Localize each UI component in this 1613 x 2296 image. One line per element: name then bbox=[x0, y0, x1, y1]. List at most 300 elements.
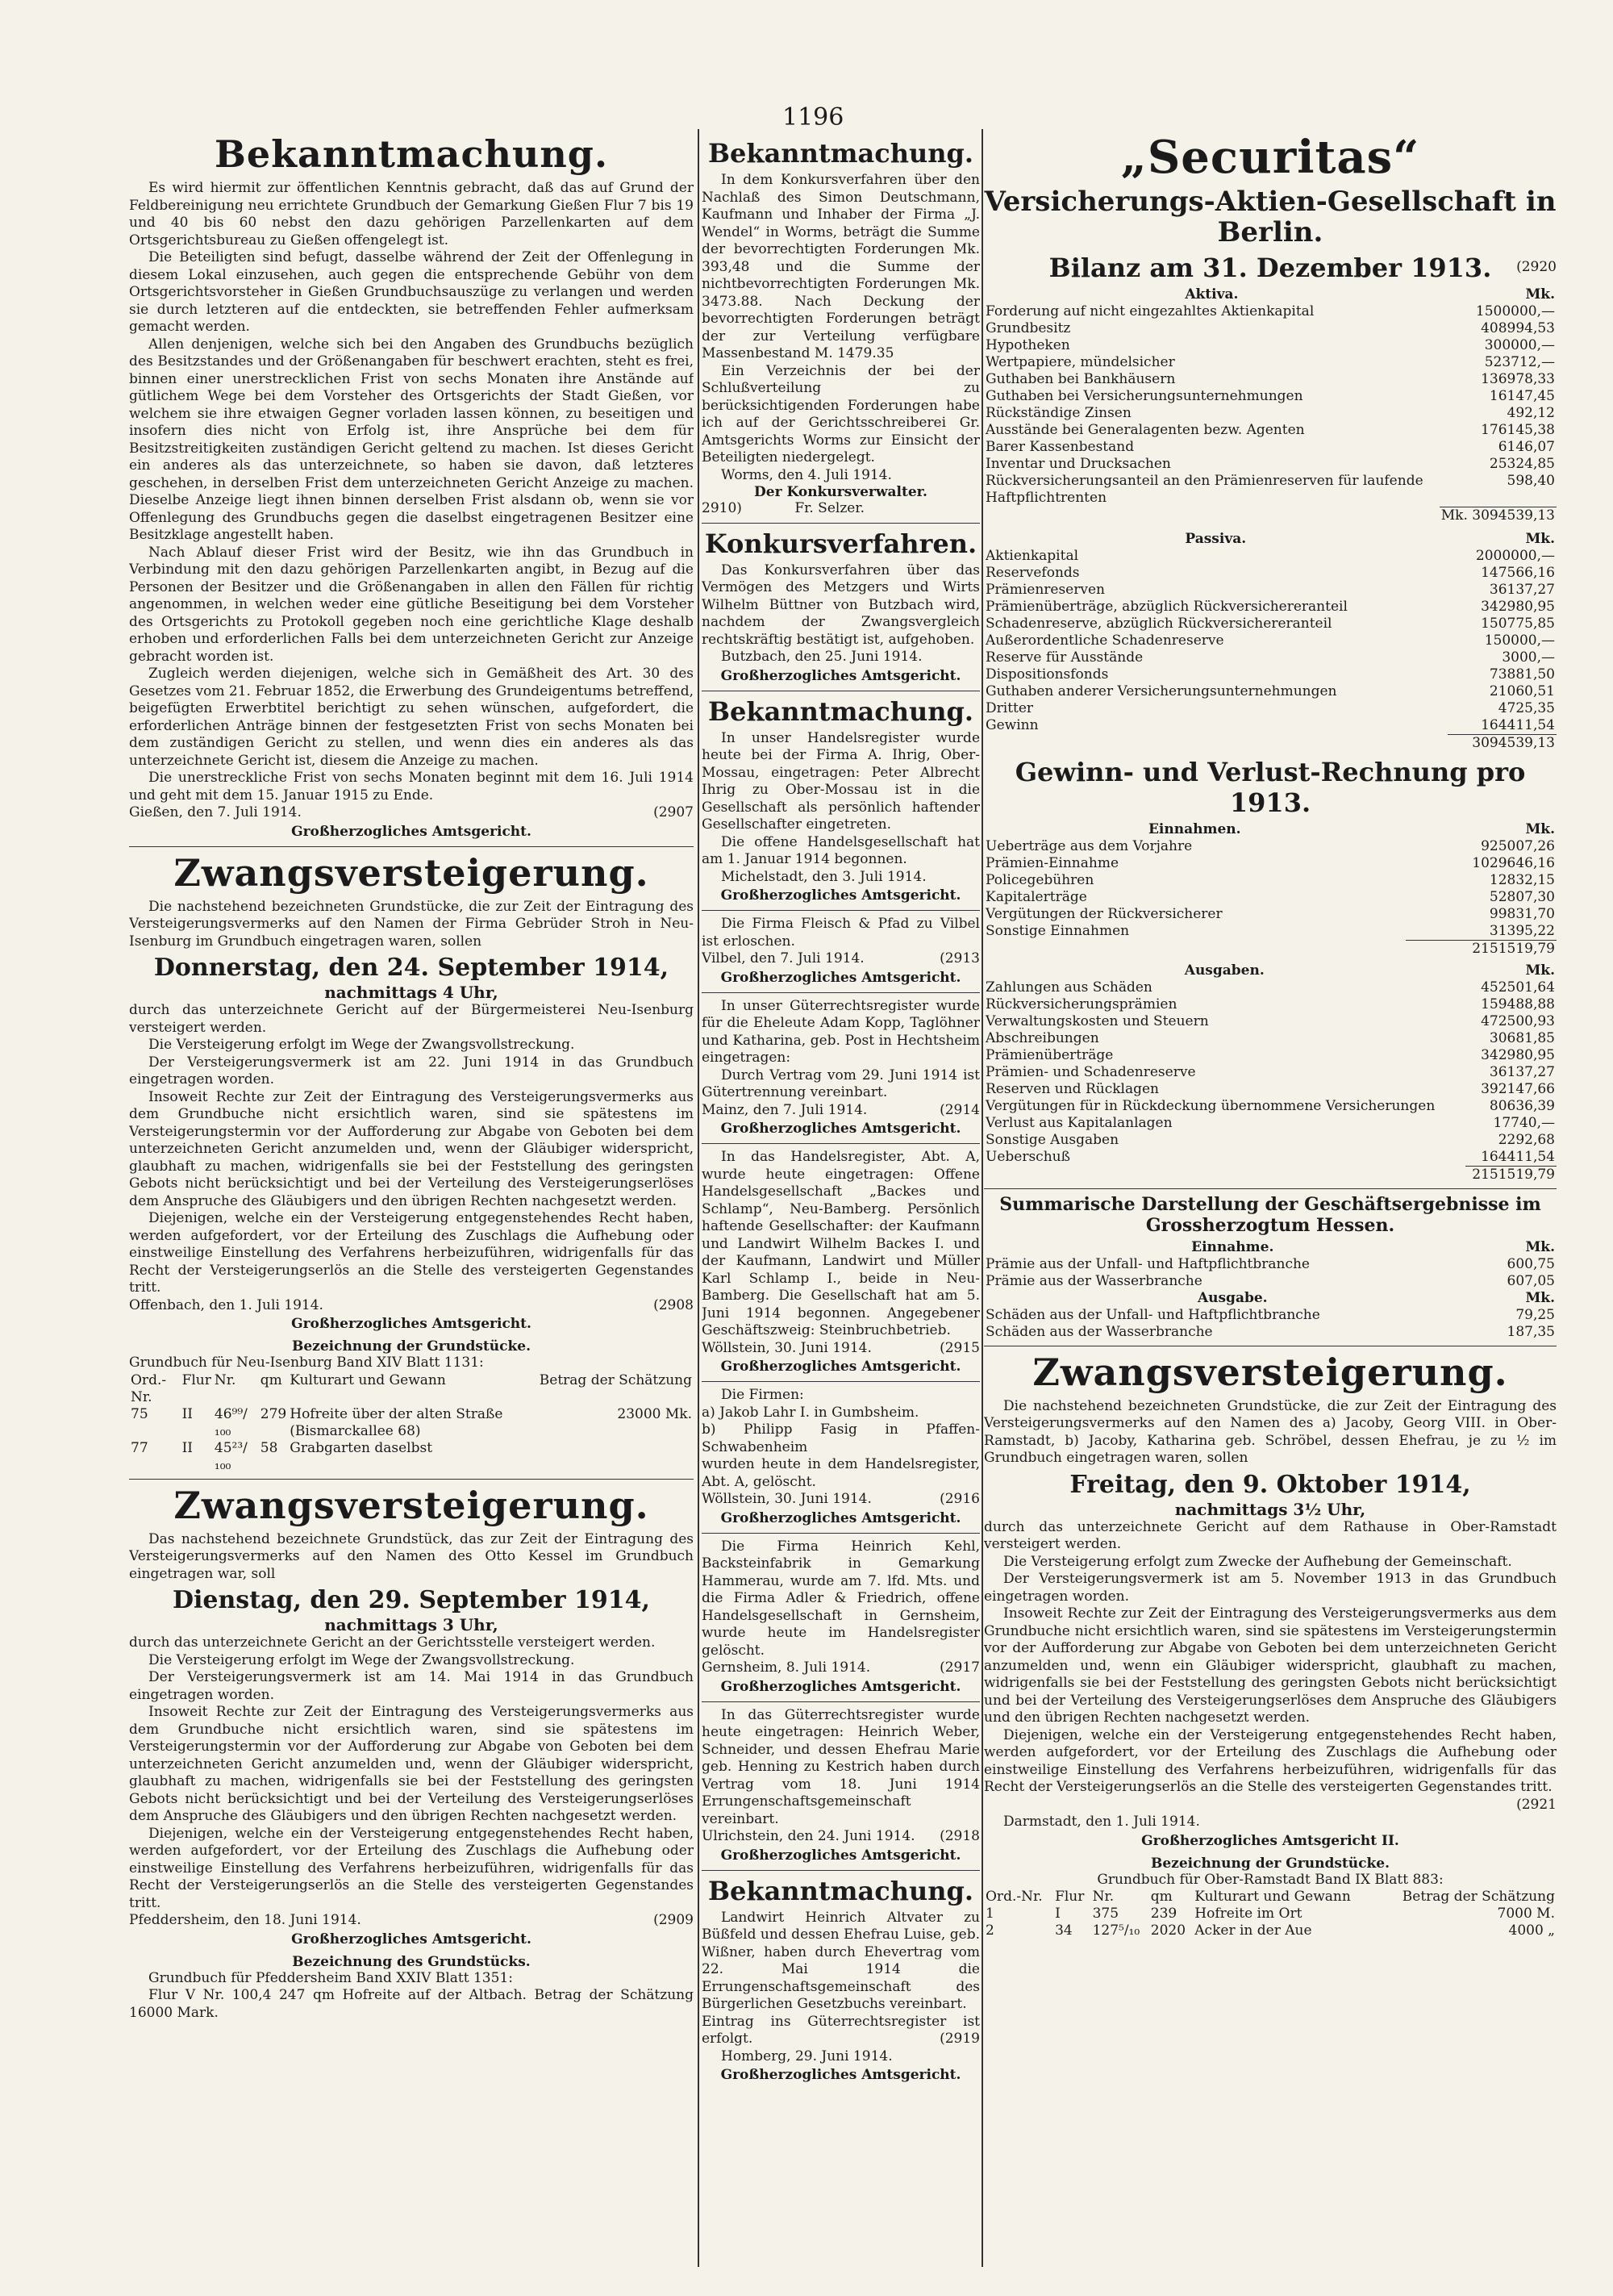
ledger-row bbox=[984, 979, 1557, 996]
place-date-line bbox=[702, 1102, 980, 1120]
currency-header: Mk. bbox=[1525, 820, 1555, 837]
section-total: 2151519,79 bbox=[1465, 1166, 1557, 1183]
paragraph: Die Firmen: bbox=[721, 1387, 804, 1403]
separator bbox=[702, 1533, 980, 1534]
ledger-label: Verwaltungskosten und Steuern bbox=[986, 1012, 1209, 1029]
table-row bbox=[984, 1906, 1557, 1922]
table-cell: 279 bbox=[260, 1405, 287, 1422]
signature: Großherzogliches Amtsgericht. bbox=[720, 667, 961, 684]
paragraph: In dem Konkursverfahren über den Nachlaß des Simon Deutschmann, Kaufmann und Inhaber der Firma „J. Wendel“ in Worms, beträgt die Summe der bevorrechtigten Forderungen Mk. 393,48 und die Summe der nichtbevorrechtigten Forderungen Mk. 3473.88. Nach Deckung der bevorrechtigten Forderungen beträgt der zur Verteilung verfügbare Massenbestand M. 1479.35 bbox=[702, 172, 980, 361]
passiva-table bbox=[984, 531, 1557, 752]
reference-number: (2908 bbox=[653, 1296, 694, 1313]
section-heading: Aktiva. bbox=[1185, 286, 1239, 303]
table-header: Flur bbox=[181, 1371, 211, 1388]
ledger-label: Dritter bbox=[986, 699, 1034, 716]
place-date-line bbox=[702, 950, 980, 968]
table-header: Betrag der Schätzung bbox=[539, 1371, 692, 1388]
paragraph: Die nachstehend bezeichneten Grundstücke, die zur Zeit der Eintragung des Versteigerungsvermerks auf den Namen der Firma Gebrüder Stroh in Neu-Isenburg im Grundbuch eingetragen waren, sollen bbox=[129, 898, 694, 950]
einnahmen-table bbox=[984, 821, 1557, 958]
currency-header: Mk. bbox=[1525, 962, 1555, 979]
separator bbox=[702, 1143, 980, 1144]
table-cell: 4000 „ bbox=[1508, 1922, 1555, 1939]
table-cell: 375 bbox=[1092, 1906, 1119, 1922]
place-date: Butzbach, den 25. Juni 1914. bbox=[721, 649, 923, 665]
ledger-label: Prämien- und Schadenreserve bbox=[986, 1063, 1196, 1080]
separator bbox=[702, 523, 980, 524]
table-cell: 7000 M. bbox=[1497, 1906, 1555, 1922]
section-heading: Ausgaben. bbox=[1184, 962, 1265, 979]
ledger-amount: 342980,95 bbox=[1481, 598, 1555, 615]
paragraph: Die Versteigerung erfolgt im Wege der Zwangsvollstreckung. bbox=[148, 1037, 575, 1053]
paragraph: Die unerstreckliche Frist von sechs Monaten beginnt mit dem 16. Juli 1914 und geht mit dem 15. Januar 1915 zu Ende. bbox=[129, 770, 694, 804]
separator bbox=[129, 1479, 694, 1480]
signature: Großherzogliches Amtsgericht. bbox=[720, 1678, 961, 1695]
place-date: Wöllstein, 30. Juni 1914. bbox=[702, 1491, 872, 1507]
place-date-line bbox=[129, 1912, 694, 1930]
ledger-row bbox=[984, 473, 1557, 507]
ledger-amount: 342980,95 bbox=[1481, 1046, 1555, 1063]
table-cell: 23000 Mk. bbox=[617, 1405, 692, 1422]
table-header: Betrag der Schätzung bbox=[1402, 1889, 1555, 1905]
reference-number: (2907 bbox=[653, 804, 694, 820]
ledger-row bbox=[984, 1081, 1557, 1098]
ledger-label: Prämienüberträge, abzüglich Rückversichereranteil bbox=[986, 598, 1348, 615]
ledger-amount: 2292,68 bbox=[1498, 1131, 1555, 1148]
paragraph: Diejenigen, welche ein der Versteigerung entgegenstehendes Recht haben, werden aufgefordert, vor der Erteilung des Zuschlags die Aufhebung oder einstweilige Einstellung des Verfahrens herbeizuführen, widrigenfalls für das Recht der Versteigerungserlös an die Stelle des versteigerten Gegenstandes tritt. bbox=[984, 1726, 1557, 1795]
ledger-label: Sonstige Ausgaben bbox=[986, 1131, 1119, 1148]
place-date: Ulrichstein, den 24. Juni 1914. bbox=[702, 1828, 915, 1844]
ledger-amount: 600,75 bbox=[1507, 1255, 1555, 1272]
paragraph: Die Firma Fleisch & Pfad zu Vilbel ist erloschen. bbox=[702, 916, 980, 950]
ledger-amount: 452501,64 bbox=[1481, 979, 1555, 996]
reference-number: (2913 bbox=[940, 950, 980, 966]
paragraph: Die Versteigerung erfolgt im Wege der Zwangsvollstreckung. bbox=[148, 1651, 575, 1668]
table-cell: II bbox=[181, 1439, 194, 1456]
reference-number: (2919 bbox=[940, 2031, 980, 2047]
table-cell: 58 bbox=[260, 1439, 278, 1456]
paragraph: Landwirt Heinrich Altvater zu Büßfeld und dessen Ehefrau Luise, geb. Wißner, haben durch Ehevertrag vom 22. Mai 1914 die Errungenschaftsgemeinschaft des Bürgerlichen Gesetzbuchs vereinbart. bbox=[702, 1909, 980, 2012]
ledger-row bbox=[984, 649, 1557, 666]
auction-date: Donnerstag, den 24. September 1914, bbox=[153, 954, 669, 982]
currency-header: Mk. bbox=[1525, 286, 1555, 303]
ledger-amount: 25324,85 bbox=[1489, 456, 1555, 472]
ledger-label: Ueberschuß bbox=[986, 1148, 1070, 1165]
column-rule bbox=[982, 129, 983, 2267]
ledger-label: Schadenreserve, abzüglich Rückversichereranteil bbox=[986, 615, 1332, 632]
paragraph: a) Jakob Lahr I. in Gumbsheim. bbox=[702, 1404, 919, 1421]
ledger-amount: 52807,30 bbox=[1489, 888, 1555, 905]
notice-heading: Bekanntmachung. bbox=[707, 1875, 973, 1906]
register-line: Grundbuch für Pfeddersheim Band XXIV Blatt 1351: bbox=[148, 1969, 513, 1986]
section-heading: Passiva. bbox=[1185, 530, 1247, 547]
paragraph: Nach Ablauf dieser Frist wird der Besitz, wie ihn das Grundbuch in Verbindung mit den dazu gehörigen Parzellenkarten angibt, in Bezug auf die Personen der Besitzer und die Größenangaben in allen den Fällen für richtig angenommen, in welchen weder eine gütliche Beseitigung bei dem Vorsteher des Ortsgerichts zu Protokoll gegeben noch eine gerichtliche Klage deshalb erhoben und erforderlichen Falls bei dem unterzeichneten Gericht zur Anzeige gebracht worden ist. bbox=[129, 544, 694, 665]
ledger-amount: 159488,88 bbox=[1481, 996, 1555, 1012]
ledger-amount: 925007,26 bbox=[1481, 837, 1555, 854]
paragraph: In unser Güterrechtsregister wurde für die Eheleute Adam Kopp, Taglöhner und Katharina, geb. Post in Hechtsheim eingetragen: bbox=[702, 997, 980, 1066]
ledger-label: Reservefonds bbox=[986, 564, 1080, 581]
reference-number: (2921 bbox=[1516, 1796, 1557, 1813]
table-cell: Hofreite über der alten Straße (Bismarckallee 68) bbox=[290, 1405, 503, 1439]
paragraph: b) Philipp Fasig in Pfaffen-Schwabenheim bbox=[702, 1421, 980, 1455]
column-right bbox=[984, 133, 1557, 1939]
ledger-amount: 176145,38 bbox=[1481, 422, 1555, 438]
table-cell: 77 bbox=[131, 1439, 148, 1456]
place-date: Vilbel, den 7. Juli 1914. bbox=[702, 950, 865, 966]
ledger-amount: 164411,54 bbox=[1481, 716, 1555, 733]
place-date-line bbox=[702, 1340, 980, 1358]
ledger-row bbox=[984, 582, 1557, 599]
ledger-label: Prämienreserven bbox=[986, 581, 1105, 598]
auction-date: Dienstag, den 29. September 1914, bbox=[173, 1586, 650, 1614]
place-date: Pfeddersheim, den 18. Juni 1914. bbox=[129, 1912, 361, 1928]
paragraph: durch das unterzeichnete Gericht auf dem Rathause in Ober-Ramstadt versteigert werden. bbox=[984, 1518, 1557, 1552]
ledger-amount: 99831,70 bbox=[1489, 905, 1555, 922]
ledger-row bbox=[984, 303, 1557, 320]
paragraph: Der Versteigerungsvermerk ist am 14. Mai 1914 in das Grundbuch eingetragen worden. bbox=[129, 1669, 694, 1703]
summary-title: Summarische Darstellung der Geschäftsergebnisse im Grossherzogtum Hessen. bbox=[999, 1193, 1541, 1236]
paragraph-line bbox=[702, 2014, 980, 2048]
place-date: Darmstadt, den 1. Juli 1914. bbox=[1003, 1814, 1200, 1830]
section-heading: Ausgabe. bbox=[1197, 1289, 1268, 1306]
place-date: Homberg, 29. Juni 1914. bbox=[721, 2048, 893, 2064]
ledger-row bbox=[984, 1013, 1557, 1030]
separator bbox=[702, 992, 980, 993]
separator bbox=[702, 1870, 980, 1871]
ledger-row bbox=[984, 388, 1557, 405]
ledger-amount: 147566,16 bbox=[1481, 564, 1555, 581]
column-rule bbox=[698, 129, 699, 2267]
ledger-amount: 300000,— bbox=[1484, 337, 1555, 353]
ledger-amount: 4725,35 bbox=[1498, 699, 1555, 716]
table-header: Ord.-Nr. bbox=[986, 1889, 1043, 1905]
paragraph: Insoweit Rechte zur Zeit der Eintragung des Versteigerungsvermerks aus dem Grundbuche nicht ersichtlich waren, sind sie spätestens im Versteigerungstermin vor der Aufforderung zur Abgabe von Geboten bei dem unterzeichneten Gericht anzumelden und, wenn der Gläubiger widerspricht, glaubhaft zu machen, widrigenfalls sie bei der Feststellung des geringsten Gebots nicht berücksichtigt und bei der Verteilung des Versteigerungserlöses dem Anspruche des Gläubigers und den übrigen Rechten nachgesetzt werden. bbox=[129, 1088, 694, 1209]
ledger-label: Prämie aus der Wasserbranche bbox=[986, 1272, 1202, 1289]
currency-header: Mk. bbox=[1525, 1289, 1555, 1306]
signatory-name: Fr. Selzer. bbox=[794, 500, 865, 516]
paragraph: In unser Handelsregister wurde heute bei der Firma A. Ihrig, Ober-Mossau, eingetragen: Peter Albrecht Ihrig zu Ober-Mossau ist in die Gesellschaft als persönlich haftender Gesellschafter eingetreten. bbox=[702, 729, 980, 833]
paragraph: Der Versteigerungsvermerk ist am 22. Juni 1914 in das Grundbuch eingetragen worden. bbox=[129, 1054, 694, 1087]
page-number: 1196 bbox=[782, 103, 844, 131]
subheading: Bezeichnung der Grundstücke. bbox=[291, 1338, 531, 1355]
paragraph: Insoweit Rechte zur Zeit der Eintragung des Versteigerungsvermerks aus dem Grundbuche nicht ersichtlich waren, sind sie spätestens im Versteigerungstermin vor der Aufforderung zur Abgabe von Geboten bei dem unterzeichneten Gericht anzumelden und, wenn ein Gläubiger widerspricht, glaubhaft zu machen, widrigenfalls sie bei der Feststellung des geringsten Gebots nicht berücksichtigt und bei der Verteilung des Versteigerungserlöses dem Anspruche des Gläubigers und den übrigen Rechten nachgesetzt werden. bbox=[984, 1605, 1557, 1726]
paragraph: Diejenigen, welche ein der Versteigerung entgegenstehendes Recht haben, werden aufgefordert, vor der Erteilung des Zuschlags die Aufhebung oder einstweilige Einstellung des Verfahrens herbeizuführen, widrigenfalls für das Recht der Versteigerungserlös an die Stelle des versteigerten Gegenstandes tritt. bbox=[129, 1210, 694, 1296]
reference-number: (2917 bbox=[940, 1659, 980, 1676]
signature: Großherzogliches Amtsgericht. bbox=[720, 1847, 961, 1864]
notice-heading: Zwangsversteigerung. bbox=[1032, 1350, 1508, 1394]
table-row bbox=[129, 1440, 694, 1474]
notice-heading: Zwangsversteigerung. bbox=[173, 1483, 649, 1527]
ledger-row bbox=[984, 700, 1557, 717]
place-date: Mainz, den 7. Juli 1914. bbox=[702, 1101, 868, 1118]
ledger-label: Rückversicherungsanteil an den Prämienreserven für laufende Haftpflichtrenten bbox=[986, 473, 1423, 506]
ledger-label: Guthaben bei Versicherungsunternehmungen bbox=[986, 388, 1303, 404]
paragraph: Die Versteigerung erfolgt zum Zwecke der Aufhebung der Gemeinschaft. bbox=[1003, 1553, 1512, 1570]
ledger-label: Prämie aus der Unfall- und Haftpflichtbranche bbox=[986, 1255, 1310, 1272]
ledger-amount: 492,12 bbox=[1507, 405, 1555, 421]
separator bbox=[702, 1701, 980, 1702]
ledger-amount: 79,25 bbox=[1515, 1306, 1555, 1323]
paragraph: Der Versteigerungsvermerk ist am 5. November 1913 in das Grundbuch eingetragen worden. bbox=[984, 1571, 1557, 1605]
ledger-label: Reserve für Ausstände bbox=[986, 649, 1144, 666]
ledger-row bbox=[984, 337, 1557, 354]
ledger-row bbox=[984, 1256, 1557, 1273]
property-table bbox=[984, 1889, 1557, 1939]
signature: Großherzogliches Amtsgericht. bbox=[720, 887, 961, 904]
ledger-amount: 6146,07 bbox=[1498, 439, 1555, 455]
reference-number: (2914 bbox=[940, 1101, 980, 1118]
ledger-amount: 36137,27 bbox=[1489, 1063, 1555, 1080]
register-line: Grundbuch für Ober-Ramstadt Band IX Blatt 883: bbox=[1097, 1871, 1444, 1888]
reference-number: (2909 bbox=[653, 1912, 694, 1928]
ledger-row bbox=[984, 565, 1557, 582]
table-cell: 45²³/₁₀₀ bbox=[214, 1439, 248, 1473]
ledger-amount: 523712,— bbox=[1484, 354, 1555, 370]
place-date-line bbox=[702, 1491, 980, 1509]
place-date: Worms, den 4. Juli 1914. bbox=[721, 466, 892, 483]
ledger-row bbox=[984, 1149, 1557, 1167]
ledger-amount: 598,40 bbox=[1507, 473, 1555, 489]
ledger-label: Dispositionsfonds bbox=[986, 666, 1109, 683]
currency-header: Mk. bbox=[1525, 1238, 1555, 1255]
ledger-row bbox=[984, 599, 1557, 616]
ledger-label: Ueberträge aus dem Vorjahre bbox=[986, 837, 1193, 854]
paragraph: wurden heute in dem Handelsregister, Abt. A, gelöscht. bbox=[702, 1456, 980, 1490]
ledger-amount: 1029646,16 bbox=[1472, 854, 1555, 871]
ledger-amount: 164411,54 bbox=[1481, 1148, 1555, 1165]
company-subtitle: Versicherungs-Aktien-Gesellschaft in Berlin. bbox=[984, 186, 1557, 248]
paragraph: Die Firma Heinrich Kehl, Backsteinfabrik in Gemarkung Hammerau, wurde am 7. lfd. Mts. und die Firma Adler & Friedrich, offene Handelsgesellschaft in Gernsheim, wurde heute im Handelsregister gelöscht. bbox=[702, 1538, 980, 1659]
table-cell: 34 bbox=[1055, 1922, 1073, 1939]
ledger-row bbox=[984, 996, 1557, 1013]
paragraph: Diejenigen, welche ein der Versteigerung entgegenstehendes Recht haben, werden aufgefordert, vor der Erteilung des Zuschlags die Aufhebung oder einstweilige Einstellung des Verfahrens herbeizuführen, widrigenfalls für das Recht der Versteigerungserlös an die Stelle des versteigerten Gegenstandes tritt. bbox=[129, 1825, 694, 1911]
reference-number: (2915 bbox=[940, 1339, 980, 1356]
ledger-row bbox=[984, 1064, 1557, 1081]
ledger-row bbox=[984, 422, 1557, 439]
ledger-amount: 408994,53 bbox=[1481, 320, 1555, 336]
reference-number: (2918 bbox=[940, 1828, 980, 1844]
paragraph: durch das unterzeichnete Gericht an der Gerichtsstelle versteigert werden. bbox=[129, 1634, 656, 1651]
ledger-label: Policegebühren bbox=[986, 871, 1094, 888]
table-cell: 239 bbox=[1150, 1906, 1177, 1922]
table-cell: Grabgarten daselbst bbox=[290, 1439, 433, 1456]
balance-title: Bilanz am 31. Dezember 1913. bbox=[1048, 253, 1492, 283]
ledger-amount: 2000000,— bbox=[1475, 547, 1555, 564]
table-header: Nr. bbox=[214, 1371, 236, 1388]
company-name: „Securitas“ bbox=[1120, 133, 1420, 184]
ledger-label: Ausstände bei Generalagenten bezw. Agenten bbox=[986, 422, 1305, 438]
property-description: Flur V Nr. 100,4 247 qm Hofreite auf der Altbach. Betrag der Schätzung 16000 Mark. bbox=[129, 1987, 694, 2021]
ledger-label: Sonstige Einnahmen bbox=[986, 922, 1130, 939]
separator bbox=[984, 1188, 1557, 1189]
table-header: Kulturart und Gewann bbox=[290, 1371, 446, 1388]
signature: Großherzogliches Amtsgericht. bbox=[720, 969, 961, 986]
section-total: 2151519,79 bbox=[1406, 940, 1557, 958]
ledger-label: Prämien-Einnahme bbox=[986, 854, 1119, 871]
ledger-amount: 80636,39 bbox=[1489, 1097, 1555, 1114]
ledger-amount: 187,35 bbox=[1507, 1323, 1555, 1340]
ledger-amount: 73881,50 bbox=[1489, 666, 1555, 683]
signature: Großherzogliches Amtsgericht. bbox=[291, 823, 531, 840]
ledger-label: Rückversicherungsprämien bbox=[986, 996, 1177, 1012]
ledger-label: Reserven und Rücklagen bbox=[986, 1080, 1160, 1097]
ledger-amount: 17740,— bbox=[1493, 1114, 1555, 1131]
table-cell: II bbox=[181, 1405, 194, 1422]
ledger-amount: 150775,85 bbox=[1481, 615, 1555, 632]
table-cell: 127⁵/₁₀ bbox=[1092, 1922, 1140, 1939]
ledger-row bbox=[984, 906, 1557, 923]
ledger-label: Verlust aus Kapitalanlagen bbox=[986, 1114, 1173, 1131]
ledger-label: Prämienüberträge bbox=[986, 1046, 1114, 1063]
paragraph: Die Beteiligten sind befugt, dasselbe während der Zeit der Offenlegung in diesem Lokal einzusehen, auch gegen die entsprechende Gebühr von dem Ortsgerichtsvorsteher in Gießen Grundbuchsauszüge zu verlangen und werden sie durch letzteren auf die entdeckten, sie betreffenden Fehler aufmerksam gemacht werden. bbox=[129, 249, 694, 335]
ledger-label: Grundbesitz bbox=[986, 320, 1071, 336]
place-date: Offenbach, den 1. Juli 1914. bbox=[129, 1296, 323, 1313]
ledger-label: Zahlungen aus Schäden bbox=[986, 979, 1152, 996]
auction-time: nachmittags 3½ Uhr, bbox=[1174, 1499, 1366, 1519]
table-cell: I bbox=[1055, 1906, 1061, 1922]
paragraph: In das Güterrechtsregister wurde heute eingetragen: Heinrich Weber, Schneider, und dessen Ehefrau Marie geb. Henning zu Kestrich haben durch Vertrag vom 18. Juni 1914 Errungenschaftsgemeinschaft vereinbart. bbox=[702, 1706, 980, 1827]
currency-header: Mk. bbox=[1525, 530, 1555, 547]
table-cell: 2 bbox=[986, 1922, 994, 1939]
place-date: Wöllstein, 30. Juni 1914. bbox=[702, 1339, 872, 1356]
ledger-row bbox=[984, 666, 1557, 683]
auction-date: Freitag, den 9. Oktober 1914, bbox=[1069, 1470, 1471, 1499]
ledger-label: Barer Kassenbestand bbox=[986, 439, 1135, 455]
ledger-label: Schäden aus der Unfall- und Haftpflichtbranche bbox=[986, 1306, 1320, 1323]
ledger-row bbox=[984, 456, 1557, 473]
paragraph: Allen denjenigen, welche sich bei den Angaben des Grundbuchs bezüglich des Besitzstandes und der Größenangaben für beschwert erachten, steht es frei, binnen einer unerstrecklichen Frist von sechs Monaten ihre Anstände auf gütlichem Wege bei dem Vorsteher des Ortsgerichts der Stadt Gießen, vor welchem sie ihre etwaigen Gegner vorladen lassen können, zu beseitigen und insofern dies nicht von Erfolg ist, ihre Ansprüche bei dem für Besitzstreitigkeiten zuständigen Gericht geltend zu machen. Ist dieses Gericht ein anderes als das unterzeichnete, so haben sie davon, daß letzteres geschehen, in derselben Frist dem unterzeichneten Gericht Anzeige zu machen. Dieselbe Anzeige liegt ihnen binnen derselben Frist alsdann ob, wenn sie vor Offenlegung des Grundbuchs gegen die daselbst eingetragenen Besitzer eine Besitzklage angestellt haben. bbox=[129, 336, 694, 543]
table-header: Flur bbox=[1055, 1889, 1085, 1905]
ledger-label: Wertpapiere, mündelsicher bbox=[986, 354, 1175, 370]
ledger-amount: 16147,45 bbox=[1489, 388, 1555, 404]
ref-line bbox=[702, 500, 980, 518]
ledger-row bbox=[984, 1098, 1557, 1115]
place-date: Gießen, den 7. Juli 1914. bbox=[129, 804, 302, 820]
table-header: Ord.-Nr. bbox=[131, 1371, 167, 1405]
subheading: Bezeichnung des Grundstücks. bbox=[292, 1953, 531, 1970]
property-table bbox=[129, 1372, 694, 1474]
ledger-label: Guthaben bei Bankhäusern bbox=[986, 371, 1176, 387]
ledger-row bbox=[984, 855, 1557, 872]
signature: Der Konkursverwalter. bbox=[754, 484, 927, 500]
ledger-row bbox=[984, 1115, 1557, 1132]
ledger-row bbox=[984, 717, 1557, 735]
separator bbox=[702, 910, 980, 911]
reference-number: (2920 bbox=[1516, 259, 1557, 275]
ledger-row bbox=[984, 1030, 1557, 1047]
table-header: Nr. bbox=[1092, 1889, 1115, 1905]
ledger-amount: 472500,93 bbox=[1481, 1012, 1555, 1029]
place-date: Michelstadt, den 3. Juli 1914. bbox=[721, 868, 927, 885]
ledger-label: Forderung auf nicht eingezahltes Aktienkapital bbox=[986, 303, 1315, 319]
ledger-amount: 21060,51 bbox=[1489, 683, 1555, 699]
table-cell: 75 bbox=[131, 1405, 148, 1422]
ledger-row bbox=[984, 683, 1557, 700]
auction-time: nachmittags 3 Uhr, bbox=[324, 1615, 498, 1634]
paragraph: Insoweit Rechte zur Zeit der Eintragung des Versteigerungsvermerks aus dem Grundbuche nicht ersichtlich waren, sind sie spätestens im Versteigerungstermin vor der Aufforderung zur Abgabe von Geboten bei dem unterzeichneten Gericht anzumelden und, wenn der Gläubiger widerspricht, glaubhaft zu machen, widrigenfalls sie bei der Feststellung des geringsten Gebots nicht berücksichtigt und bei der Verteilung des Versteigerungserlöses dem Anspruche des Gläubigers und den übrigen Rechten nachgesetzt werden. bbox=[129, 1704, 694, 1824]
ledger-amount: 3000,— bbox=[1502, 649, 1555, 666]
balance-title-line bbox=[984, 253, 1557, 283]
ledger-label: Rückständige Zinsen bbox=[986, 405, 1132, 421]
register-line: Grundbuch für Neu-Isenburg Band XIV Blatt 1131: bbox=[129, 1355, 484, 1371]
signature: Großherzogliches Amtsgericht. bbox=[720, 1359, 961, 1375]
ledger-row bbox=[984, 838, 1557, 855]
ledger-label: Vergütungen der Rückversicherer bbox=[986, 905, 1223, 922]
ledger-label: Schäden aus der Wasserbranche bbox=[986, 1323, 1213, 1340]
place-date-line bbox=[129, 1297, 694, 1315]
table-header: qm bbox=[260, 1371, 282, 1388]
aktiva-table bbox=[984, 286, 1557, 524]
ausgaben-table bbox=[984, 962, 1557, 1183]
balance-total: 3094539,13 bbox=[1448, 734, 1557, 752]
paragraph: In das Handelsregister, Abt. A, wurde heute eingetragen: Offene Handelsgesellschaft „Backes und Schlamp“, Neu-Bamberg. Persönlich haftende Gesellschafter: der Kaufmann und Landwirt Wilhelm Backes I. und der Kaufmann, Landwirt und Müller Karl Schlamp I., beide in Neu-Bamberg. Die Gesellschaft hat am 5. Juni 1914 begonnen. Angegebener Geschäftszweig: Steinbruchbetrieb. bbox=[702, 1149, 980, 1338]
ledger-amount: 392147,66 bbox=[1481, 1080, 1555, 1097]
ledger-amount: 150000,— bbox=[1484, 632, 1555, 649]
table-header: Kulturart und Gewann bbox=[1194, 1889, 1351, 1905]
ledger-label: Inventar und Drucksachen bbox=[986, 456, 1171, 472]
ledger-row bbox=[984, 1132, 1557, 1149]
ledger-row bbox=[984, 616, 1557, 632]
signature: Großherzogliches Amtsgericht. bbox=[720, 1121, 961, 1137]
reference-number: 2910) bbox=[702, 500, 742, 516]
paragraph: Zugleich werden diejenigen, welche sich in Gemäßheit des Art. 30 des Gesetzes vom 21. Februar 1852, die Erwerbung des Grundeigentums betreffend, beigefügten Erwerbtitel berichtigt zu sehen wünschen, aufgefordert, die erforderlichen Anträge binnen der festgesetzten Frist von sechs Monaten bei dem zuständigen Gericht zu stellen, und wenn dies ein anderes als das unterzeichnete Gericht ist, diesem die Anzeige zu machen. bbox=[129, 666, 694, 769]
ledger-label: Kapitalerträge bbox=[986, 888, 1087, 905]
paragraph: Ein Verzeichnis der bei der Schlußverteilung zu berücksichtigenden Forderungen habe ich auf der Gerichtsschreiberei Gr. Amtsgerichts Worms zur Einsicht der Beteiligten niedergelegt. bbox=[702, 362, 980, 465]
signature: Großherzogliches Amtsgericht. bbox=[720, 1509, 961, 1526]
ledger-label: Vergütungen für in Rückdeckung übernommene Versicherungen bbox=[986, 1097, 1436, 1114]
notice-heading: Konkursverfahren. bbox=[704, 528, 977, 559]
ledger-label: Abschreibungen bbox=[986, 1029, 1099, 1046]
separator bbox=[129, 846, 694, 847]
place-date-line bbox=[702, 1828, 980, 1846]
table-cell: 2020 bbox=[1150, 1922, 1186, 1939]
ledger-row bbox=[984, 872, 1557, 889]
table-row bbox=[129, 1406, 694, 1440]
ledger-amount: 607,05 bbox=[1507, 1272, 1555, 1289]
paragraph: Es wird hiermit zur öffentlichen Kenntnis gebracht, daß das auf Grund der Feldbereinigung neu errichtete Grundbuch der Gemarkung Gießen Flur 7 bis 19 und 40 bis 60 nebst den dazu gehörigen Parzellenkarten auf dem Ortsgerichtsbureau zu Gießen offengelegt ist. bbox=[129, 180, 694, 248]
ledger-row bbox=[984, 1047, 1557, 1064]
paragraph: Das Konkursverfahren über das Vermögen des Metzgers und Wirts Wilhelm Büttner von Butzbach wird, nachdem der Zwangsvergleich rechtskräftig bestätigt ist, aufgehoben. bbox=[702, 561, 980, 648]
balance-total: Mk. 3094539,13 bbox=[1440, 507, 1555, 524]
place-date: Gernsheim, 8. Juli 1914. bbox=[702, 1659, 871, 1676]
table-cell: 46⁹⁹/₁₀₀ bbox=[214, 1405, 248, 1439]
paragraph: Die nachstehend bezeichneten Grundstücke, die zur Zeit der Eintragung des Versteigerungsvermerks auf den Namen des a) Jacoby, Georg VIII. in Ober-Ramstadt, b) Jacoby, Katharina geb. Schröbel, dessen Ehefrau, je zu ½ im Grundbuch eingetragen waren, sollen bbox=[984, 1397, 1557, 1466]
signature: Großherzogliches Amtsgericht. bbox=[720, 2067, 961, 2083]
auction-time: nachmittags 4 Uhr, bbox=[324, 983, 498, 1002]
table-header: qm bbox=[1150, 1889, 1173, 1905]
notice-heading: Zwangsversteigerung. bbox=[173, 850, 649, 895]
income-statement-title: Gewinn- und Verlust-Rechnung pro 1913. bbox=[1015, 756, 1526, 818]
place-date-line bbox=[129, 804, 694, 822]
paragraph: Durch Vertrag vom 29. Juni 1914 ist Gütertrennung vereinbart. bbox=[702, 1067, 980, 1100]
ledger-amount: 1500000,— bbox=[1475, 303, 1555, 319]
summary-table bbox=[984, 1239, 1557, 1341]
ledger-label: Außerordentliche Schadenreserve bbox=[986, 632, 1224, 649]
paragraph: Eintrag ins Güterrechtsregister ist erfolgt. bbox=[702, 2013, 980, 2047]
ledger-label: Gewinn bbox=[986, 716, 1039, 733]
signature: Großherzogliches Amtsgericht. bbox=[291, 1931, 531, 1947]
signature: Großherzogliches Amtsgericht II. bbox=[1141, 1832, 1399, 1849]
reference-number: (2916 bbox=[940, 1491, 980, 1507]
notice-heading: Bekanntmachung. bbox=[707, 695, 973, 727]
notice-heading: Bekanntmachung. bbox=[707, 138, 973, 169]
table-cell: Hofreite im Ort bbox=[1194, 1906, 1302, 1922]
table-cell bbox=[538, 1440, 694, 1474]
ledger-amount: 30681,85 bbox=[1489, 1029, 1555, 1046]
paragraph: durch das unterzeichnete Gericht auf der Bürgermeisterei Neu-Isenburg versteigert werden. bbox=[129, 1002, 694, 1036]
table-cell: Acker in der Aue bbox=[1194, 1922, 1312, 1939]
table-cell: 1 bbox=[986, 1906, 994, 1922]
paragraph: Die offene Handelsgesellschaft hat am 1. Januar 1914 begonnen. bbox=[702, 833, 980, 867]
